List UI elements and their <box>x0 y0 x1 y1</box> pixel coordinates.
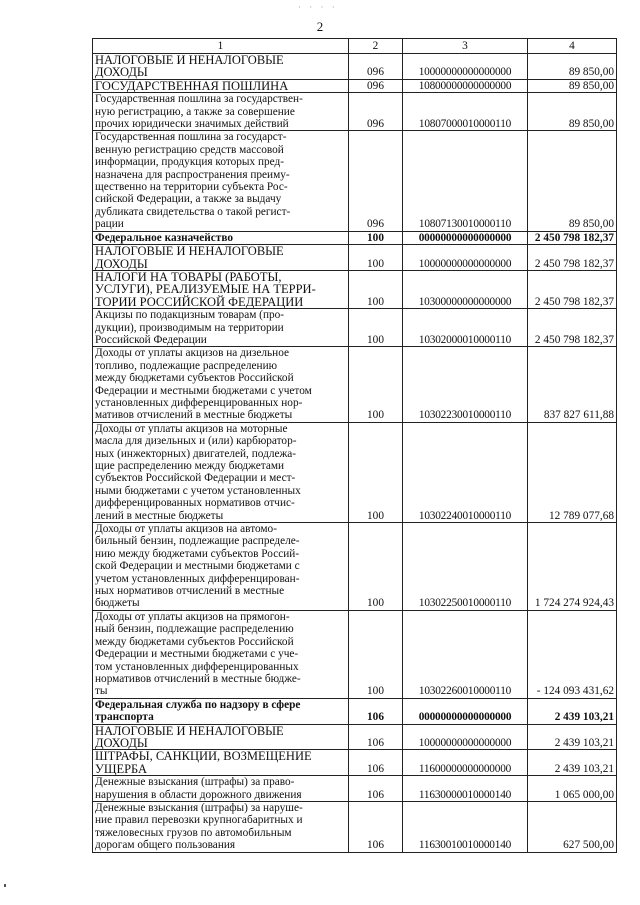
header-col-3: 3 <box>403 39 528 54</box>
row-kbk-code: 10800000000000000 <box>403 79 528 92</box>
description-line: дукции), производимым на территории <box>95 321 284 334</box>
description-line: Государственная пошлина за государствен- <box>95 93 303 106</box>
description-line: масла для дизельных и (или) карбюратор- <box>95 435 297 448</box>
table-row <box>93 309 617 347</box>
row-description <box>93 231 349 244</box>
row-description <box>93 776 349 802</box>
table-row <box>93 750 617 776</box>
description-line: Федерации и местными бюджетами с уче- <box>95 648 299 661</box>
description-line: Доходы от уплаты акцизов на дизельное <box>95 347 290 360</box>
description-line: НАЛОГОВЫЕ И НЕНАЛОГОВЫЕ <box>95 53 284 67</box>
table-row <box>93 347 617 422</box>
row-amount: 2 439 103,21 <box>528 750 617 776</box>
row-amount: 2 450 798 182,37 <box>528 309 617 347</box>
description-line: Федерации и местными бюджетами с учетом <box>95 384 312 397</box>
row-admin-code: 100 <box>349 245 403 271</box>
description-line: Денежные взыскания (штрафы) за право- <box>95 776 295 789</box>
row-amount: 2 439 103,21 <box>528 724 617 750</box>
row-admin-code: 100 <box>349 523 403 611</box>
row-amount: 2 439 103,21 <box>528 698 617 724</box>
description-line: венную регистрацию средств массовой <box>95 143 284 156</box>
row-amount: 1 065 000,00 <box>528 776 617 802</box>
row-admin-code: 106 <box>349 801 403 852</box>
description-line: ных (инжекторных) двигателей, подлежа- <box>95 447 297 460</box>
description-line: НАЛОГОВЫЕ И НЕНАЛОГОВЫЕ <box>95 244 284 259</box>
row-description <box>93 131 349 231</box>
row-kbk-code: 11630010010000140 <box>403 801 528 852</box>
row-kbk-code: 10302240010000110 <box>403 422 528 522</box>
description-line: ской Федерации и местными бюджетами с <box>95 560 300 573</box>
row-kbk-code: 10000000000000000 <box>403 724 528 750</box>
row-amount: 627 500,00 <box>528 801 617 852</box>
table-row <box>93 776 617 802</box>
row-amount: 89 850,00 <box>528 131 617 231</box>
row-description <box>93 309 349 347</box>
description-line: между бюджетами субъектов Российской <box>95 372 294 385</box>
header-row <box>93 39 617 54</box>
description-line: Доходы от уплаты акцизов на прямогон- <box>95 610 290 623</box>
description-line: нию между бюджетами субъектов Россий- <box>95 547 300 560</box>
row-description <box>93 93 349 131</box>
row-admin-code: 100 <box>349 610 403 698</box>
description-line: назначена для распространения преиму- <box>95 168 290 181</box>
row-admin-code: 106 <box>349 750 403 776</box>
header-col-4: 4 <box>528 39 617 54</box>
row-kbk-code: 10302000010000110 <box>403 309 528 347</box>
row-description <box>93 724 349 750</box>
description-line: бильный бензин, подлежащие распределе- <box>95 535 300 548</box>
description-line: прочих юридически значимых действий <box>95 118 289 131</box>
description-line: ние правил перевозки крупногабаритных и <box>95 814 303 827</box>
row-description <box>93 245 349 271</box>
scan-edge-mark <box>4 884 6 887</box>
table-row <box>93 231 617 244</box>
row-description <box>93 270 349 308</box>
row-admin-code: 100 <box>349 422 403 522</box>
description-line: Доходы от уплаты акцизов на автомо- <box>95 523 277 536</box>
table-row <box>93 422 617 522</box>
description-line: ГОСУДАРСТВЕННАЯ ПОШЛИНА <box>95 78 289 93</box>
row-kbk-code: 11630000010000140 <box>403 776 528 802</box>
description-line: ДОХОДЫ <box>95 256 148 271</box>
description-line: Российской Федерации <box>95 333 207 346</box>
description-line: щие распределению между бюджетами <box>95 460 285 472</box>
description-line: ными бюджетами с учетом установленных <box>95 484 301 497</box>
row-amount: 12 789 077,68 <box>528 422 617 522</box>
row-admin-code: 100 <box>349 231 403 244</box>
description-line: тяжеловесных грузов по автомобильным <box>95 826 292 839</box>
description-line: дорогам общего пользования <box>95 839 236 852</box>
description-line: субъектов Российской Федерации и мест- <box>95 472 296 485</box>
description-line: Денежные взыскания (штрафы) за наруше- <box>95 801 303 814</box>
description-line: Государственная пошлина за государст- <box>95 131 287 144</box>
table-row <box>93 698 617 724</box>
row-kbk-code: 10302260010000110 <box>403 610 528 698</box>
description-line: бюджеты <box>95 597 140 610</box>
row-description <box>93 801 349 852</box>
description-line: Акцизы по подакцизным товарам (про- <box>95 309 285 322</box>
row-kbk-code: 10000000000000000 <box>403 54 528 80</box>
table-row <box>93 79 617 92</box>
scan-artifact: · · · · <box>298 2 338 12</box>
description-line: НАЛОГОВЫЕ И НЕНАЛОГОВЫЕ <box>95 723 284 738</box>
row-amount: 2 450 798 182,37 <box>528 245 617 271</box>
row-kbk-code: 10000000000000000 <box>403 245 528 271</box>
row-description <box>93 422 349 522</box>
row-description <box>93 698 349 724</box>
revenue-table <box>92 38 617 853</box>
description-line: дифференцированных нормативов отчис- <box>95 497 295 510</box>
row-admin-code: 106 <box>349 698 403 724</box>
description-line: Федеральное казначейство <box>95 231 233 244</box>
row-description <box>93 610 349 698</box>
row-kbk-code: 10302250010000110 <box>403 523 528 611</box>
row-kbk-code: 10300000000000000 <box>403 270 528 308</box>
table-row <box>93 610 617 698</box>
table-row <box>93 245 617 271</box>
row-admin-code: 106 <box>349 724 403 750</box>
row-amount: 2 450 798 182,37 <box>528 270 617 308</box>
row-description <box>93 54 349 80</box>
table-row <box>93 54 617 80</box>
row-admin-code: 100 <box>349 270 403 308</box>
row-kbk-code: 10807130010000110 <box>403 131 528 231</box>
description-line: том установленных дифференцированных <box>95 660 299 673</box>
row-description <box>93 347 349 422</box>
description-line: рации <box>95 218 124 231</box>
description-line: между бюджетами субъектов Российской <box>95 635 294 648</box>
table-row <box>93 270 617 308</box>
description-line: Федеральная служба по надзору в сфере <box>95 698 301 711</box>
row-kbk-code: 10302230010000110 <box>403 347 528 422</box>
description-line: ДОХОДЫ <box>95 65 148 80</box>
row-admin-code: 096 <box>349 54 403 80</box>
table-row <box>93 93 617 131</box>
row-admin-code: 096 <box>349 131 403 231</box>
header-col-1: 1 <box>93 39 349 54</box>
description-line: нормативов отчислений в местные бюдже- <box>95 672 301 685</box>
row-amount: 89 850,00 <box>528 54 617 80</box>
table-row <box>93 801 617 852</box>
description-line: УЩЕРБА <box>95 761 148 776</box>
description-line: установленных дифференцированных нор- <box>95 396 303 409</box>
description-line: топливо, подлежащие распределению <box>95 359 278 372</box>
description-line: транспорта <box>95 711 154 724</box>
description-line: учетом установленных дифференцирован- <box>95 572 300 585</box>
row-admin-code: 106 <box>349 776 403 802</box>
description-line: ШТРАФЫ, САНКЦИИ, ВОЗМЕЩЕНИЕ <box>95 749 312 764</box>
row-description <box>93 750 349 776</box>
description-line: ДОХОДЫ <box>95 735 148 750</box>
row-kbk-code: 10807000010000110 <box>403 93 528 131</box>
description-line: лений в местные бюджеты <box>95 509 224 522</box>
row-kbk-code: 11600000000000000 <box>403 750 528 776</box>
row-admin-code: 096 <box>349 93 403 131</box>
description-line: сийской Федерации, а также за выдачу <box>95 193 282 206</box>
description-line: дубликата свидетельства о такой регист- <box>95 205 291 218</box>
page-number: 2 <box>316 19 324 34</box>
row-kbk-code: 00000000000000000 <box>403 231 528 244</box>
row-amount: 837 827 611,88 <box>528 347 617 422</box>
row-admin-code: 100 <box>349 309 403 347</box>
row-amount: 2 450 798 182,37 <box>528 231 617 244</box>
table-row <box>93 523 617 611</box>
row-amount: - 124 093 431,62 <box>528 610 617 698</box>
description-line: информации, продукция которых пред- <box>95 156 285 169</box>
header-col-2: 2 <box>349 39 403 54</box>
row-kbk-code: 00000000000000000 <box>403 698 528 724</box>
row-description <box>93 79 349 92</box>
description-line: УСЛУГИ), РЕАЛИЗУЕМЫЕ НА ТЕРРИ- <box>95 282 316 297</box>
description-line: ТОРИИ РОССИЙСКОЙ ФЕДЕРАЦИИ <box>95 294 304 309</box>
description-line: Доходы от уплаты акцизов на моторные <box>95 422 288 435</box>
table-body <box>93 54 617 853</box>
row-admin-code: 100 <box>349 347 403 422</box>
description-line: ную регистрацию, а также за совершение <box>95 105 295 118</box>
row-amount: 1 724 274 924,43 <box>528 523 617 611</box>
row-description <box>93 523 349 611</box>
table-row <box>93 724 617 750</box>
description-line: щественно на территории субъекта Рос- <box>95 181 288 194</box>
table-row <box>93 131 617 231</box>
description-line: НАЛОГИ НА ТОВАРЫ (РАБОТЫ, <box>95 269 282 284</box>
description-line: нарушения в области дорожного движения <box>95 788 302 801</box>
description-line: ты <box>95 685 108 698</box>
row-admin-code: 096 <box>349 79 403 92</box>
description-line: мативов отчислений в местные бюджеты <box>95 409 293 422</box>
description-line: ных нормативов отчислений в местные <box>95 585 285 598</box>
description-line: ный бензин, подлежащие распределению <box>95 623 294 636</box>
row-amount: 89 850,00 <box>528 93 617 131</box>
row-amount: 89 850,00 <box>528 79 617 92</box>
